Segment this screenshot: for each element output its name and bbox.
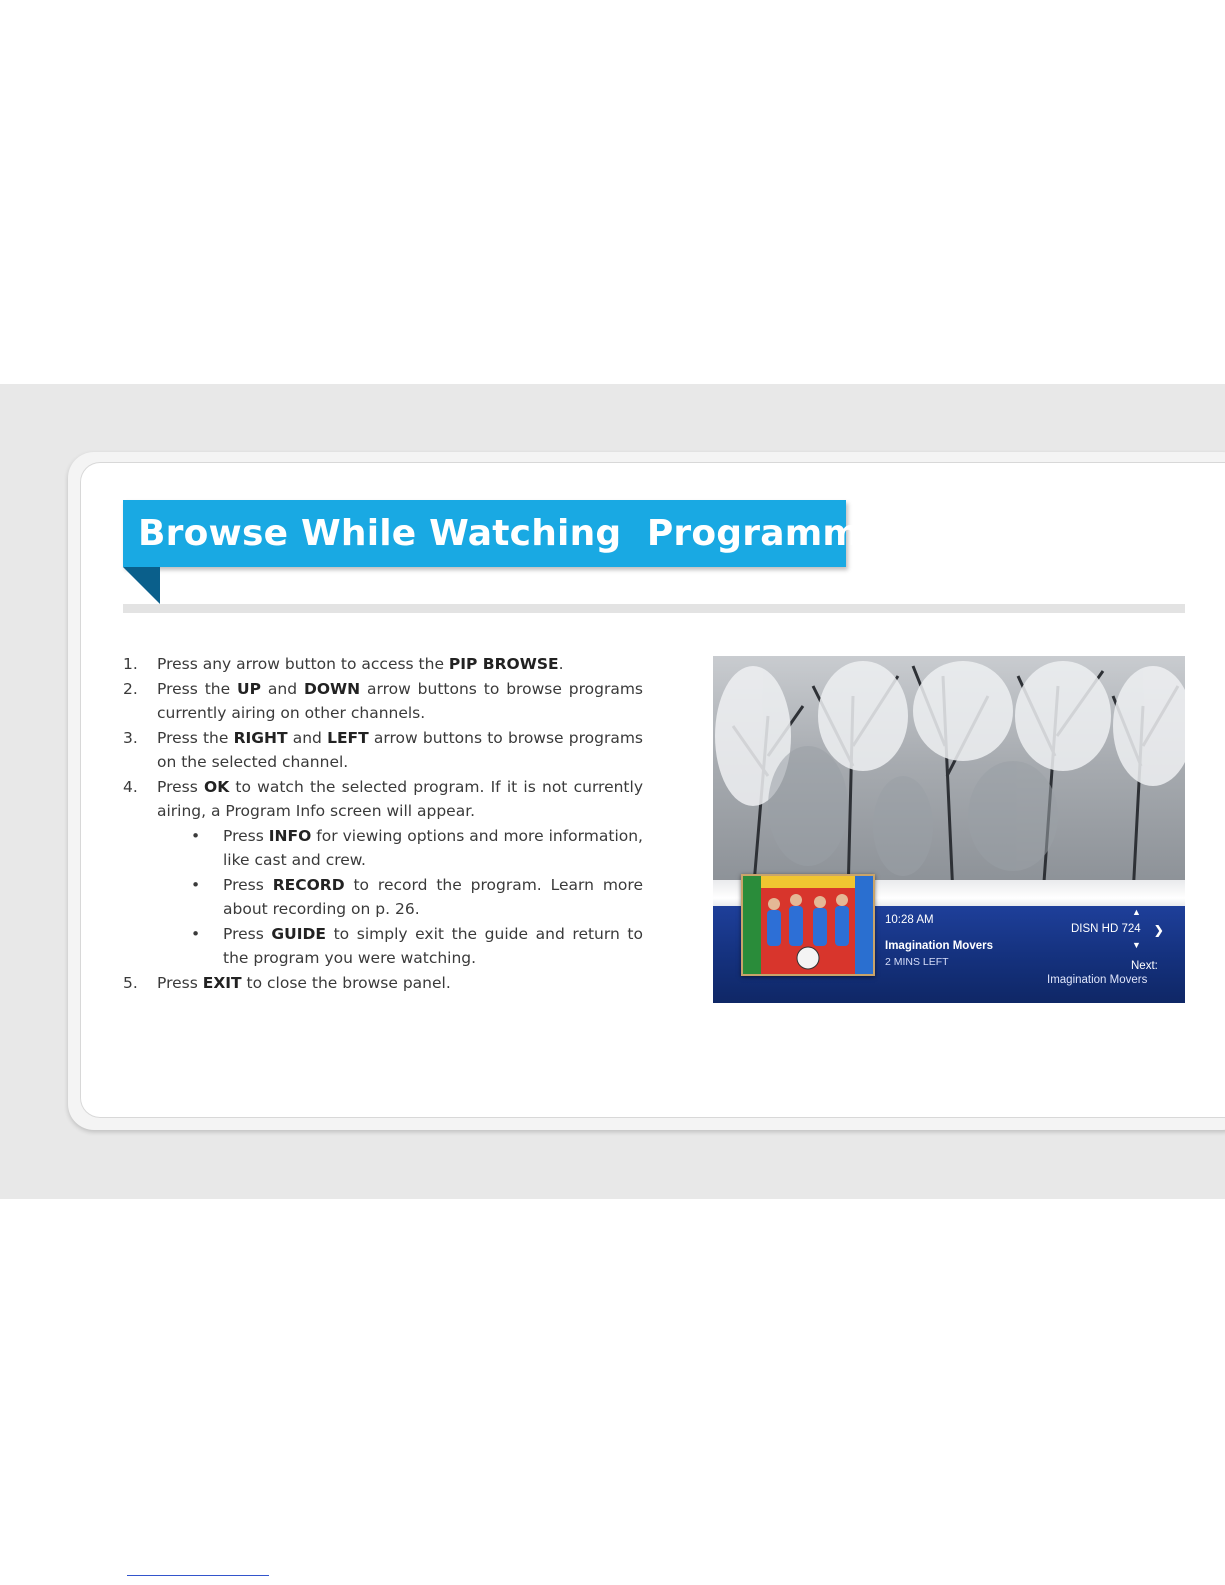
section-title: Browse While Watching Programming bbox=[138, 513, 925, 554]
button-name: RECORD bbox=[272, 875, 345, 894]
bullet-icon: • bbox=[191, 826, 201, 845]
step-text: Press bbox=[223, 924, 272, 943]
next-label: Next: bbox=[1131, 960, 1158, 972]
time-remaining: 2 MINS LEFT bbox=[885, 956, 949, 968]
step-number: 2. bbox=[123, 679, 138, 698]
step-body bbox=[157, 778, 643, 821]
instruction-list bbox=[123, 652, 643, 995]
instruction-step bbox=[123, 726, 643, 775]
button-name: LEFT bbox=[327, 728, 369, 747]
sub-instruction bbox=[157, 873, 643, 922]
channel-name: DISN HD 724 bbox=[1071, 923, 1141, 935]
sub-instruction bbox=[157, 922, 643, 971]
button-name: UP bbox=[237, 679, 261, 698]
step-text: to watch the selected program. If it is not currently airing, a Program Info screen will appear. bbox=[157, 777, 643, 820]
step-text: for viewing options and more information, like cast and crew. bbox=[223, 826, 643, 869]
instruction-step bbox=[123, 775, 643, 971]
footer-link-underline bbox=[127, 1575, 269, 1576]
step-text: Press bbox=[157, 777, 205, 796]
step-body bbox=[157, 974, 451, 992]
step-text: arrow buttons to browse programs on the selected channel. bbox=[157, 728, 644, 771]
instruction-step bbox=[123, 971, 643, 996]
program-title: Imagination Movers bbox=[885, 940, 993, 952]
sub-instruction-list bbox=[157, 824, 643, 971]
step-text: Press bbox=[157, 973, 203, 992]
step-text: Press the bbox=[157, 728, 234, 747]
button-name: EXIT bbox=[202, 973, 242, 992]
step-body bbox=[157, 655, 564, 673]
button-name: OK bbox=[204, 777, 230, 796]
step-number: 1. bbox=[123, 655, 138, 673]
step-text: Press bbox=[223, 875, 273, 894]
section-divider bbox=[123, 604, 1185, 613]
channel-down-arrow-icon[interactable]: ▼ bbox=[1132, 940, 1141, 950]
step-body bbox=[157, 729, 643, 772]
button-name: DOWN bbox=[303, 679, 361, 698]
sub-body bbox=[223, 876, 643, 919]
step-number: 5. bbox=[123, 973, 138, 992]
button-name: INFO bbox=[268, 826, 312, 845]
step-text: and bbox=[287, 728, 328, 747]
next-program-arrow-icon[interactable]: ❯ bbox=[1154, 925, 1164, 937]
sub-body bbox=[223, 925, 643, 968]
step-text: arrow buttons to browse programs currently airing on other channels. bbox=[157, 679, 643, 722]
instruction-step bbox=[123, 652, 643, 677]
snowy-trees-illustration bbox=[713, 656, 1185, 896]
bullet-icon: • bbox=[191, 875, 201, 894]
step-text: Press any arrow button to access the bbox=[157, 655, 449, 673]
pip-video-thumbnail bbox=[741, 874, 875, 976]
step-text: to close the browse panel. bbox=[241, 973, 451, 992]
button-name: GUIDE bbox=[271, 924, 326, 943]
channel-up-arrow-icon[interactable]: ▲ bbox=[1132, 907, 1141, 917]
step-number: 4. bbox=[123, 777, 138, 796]
current-time: 10:28 AM bbox=[885, 914, 934, 926]
instruction-step bbox=[123, 677, 643, 726]
bullet-icon: • bbox=[191, 924, 201, 943]
step-text: to record the program. Learn more about recording on p. 26. bbox=[223, 875, 643, 918]
step-body bbox=[157, 680, 643, 723]
sub-instruction bbox=[157, 824, 643, 873]
button-name: RIGHT bbox=[233, 728, 288, 747]
step-text: Press bbox=[223, 826, 269, 845]
section-banner bbox=[123, 500, 925, 567]
sub-body bbox=[223, 827, 643, 870]
step-text: and bbox=[260, 679, 304, 698]
step-text: Press the bbox=[157, 679, 238, 698]
step-number: 3. bbox=[123, 728, 138, 747]
next-program-title: Imagination Movers bbox=[1047, 974, 1148, 986]
step-text: to simply exit the guide and return to the program you were watching. bbox=[223, 924, 643, 967]
button-name: PIP BROWSE bbox=[448, 655, 559, 673]
step-text: . bbox=[558, 655, 564, 673]
tv-screenshot bbox=[713, 656, 1185, 1003]
